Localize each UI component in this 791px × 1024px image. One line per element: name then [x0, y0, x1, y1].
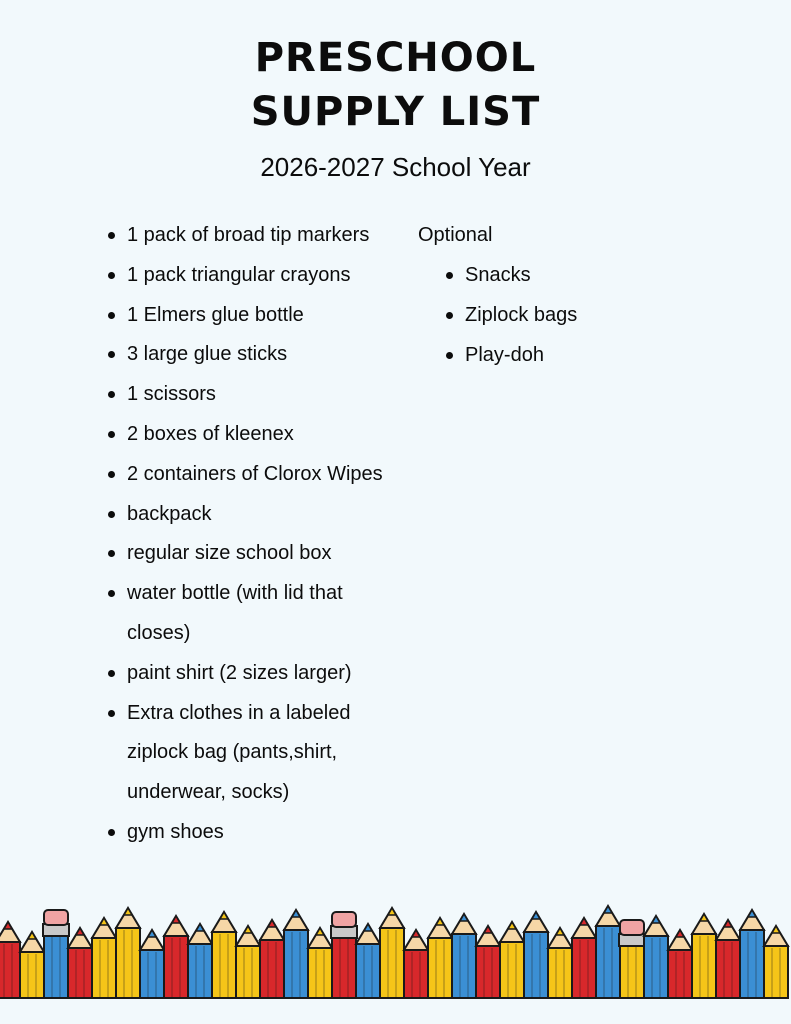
pencil-icon	[452, 914, 476, 998]
pencil-icon	[619, 920, 645, 998]
pencil-icon	[308, 928, 332, 998]
pencil-icon	[524, 912, 548, 998]
supply-item: water bottle (with lid that closes)	[108, 574, 408, 654]
supply-list	[108, 216, 408, 853]
supply-item: 1 pack triangular crayons	[108, 256, 408, 296]
supply-item: 2 containers of Clorox Wipes	[108, 455, 408, 495]
subtitle: 2026-2027 School Year	[260, 152, 531, 182]
supply-item: paint shirt (2 sizes larger)	[108, 654, 408, 694]
pencil-icon	[236, 926, 260, 998]
supply-item: backpack	[108, 495, 408, 535]
pencil-icon	[716, 920, 740, 998]
pencil-icon	[20, 932, 44, 998]
optional-item: Snacks	[446, 256, 577, 296]
supply-item: 3 large glue sticks	[108, 335, 408, 375]
pencil-icon	[740, 910, 764, 998]
supply-item: regular size school box	[108, 534, 408, 574]
supply-item: 1 scissors	[108, 375, 408, 415]
pencil-icon	[668, 930, 692, 998]
pencil-icon	[692, 914, 716, 998]
supply-item: Extra clothes in a labeled ziplock bag (pants,shirt, underwear, socks)	[108, 694, 408, 813]
pencil-icon	[476, 926, 500, 998]
pencil-icon	[572, 918, 596, 998]
pencil-icon	[212, 912, 236, 998]
supply-item: gym shoes	[108, 813, 408, 853]
pencil-icon	[380, 908, 404, 998]
pencil-icon	[140, 930, 164, 998]
pencil-icon	[0, 922, 20, 998]
pencil-icon	[596, 906, 620, 998]
supply-item: 1 pack of broad tip markers	[108, 216, 408, 256]
pencil-icon	[644, 916, 668, 998]
pencil-border-decoration	[0, 890, 791, 1024]
pencil-icon	[116, 908, 140, 998]
pencil-icon	[356, 924, 380, 998]
pencil-icon	[428, 918, 452, 998]
pencil-icon	[331, 912, 357, 998]
pencil-icon	[284, 910, 308, 998]
optional-heading: Optional	[418, 224, 493, 246]
title-line-1: PRESCHOOL	[254, 35, 537, 81]
pencil-icon	[500, 922, 524, 998]
pencil-icon	[764, 926, 788, 998]
pencil-icon	[92, 918, 116, 998]
optional-list	[446, 256, 577, 375]
pencil-icon	[164, 916, 188, 998]
optional-item: Ziplock bags	[446, 296, 577, 336]
pencil-row-icon	[0, 906, 788, 998]
supply-item: 1 Elmers glue bottle	[108, 296, 408, 336]
supply-item: 2 boxes of kleenex	[108, 415, 408, 455]
pencil-icon	[260, 920, 284, 998]
pencil-icon	[188, 924, 212, 998]
optional-item: Play-doh	[446, 336, 577, 376]
pencil-icon	[548, 928, 572, 998]
title-line-2: SUPPLY LIST	[250, 89, 541, 135]
pencil-icon	[404, 930, 428, 998]
pencil-icon	[68, 928, 92, 998]
pencil-icon	[43, 910, 69, 998]
